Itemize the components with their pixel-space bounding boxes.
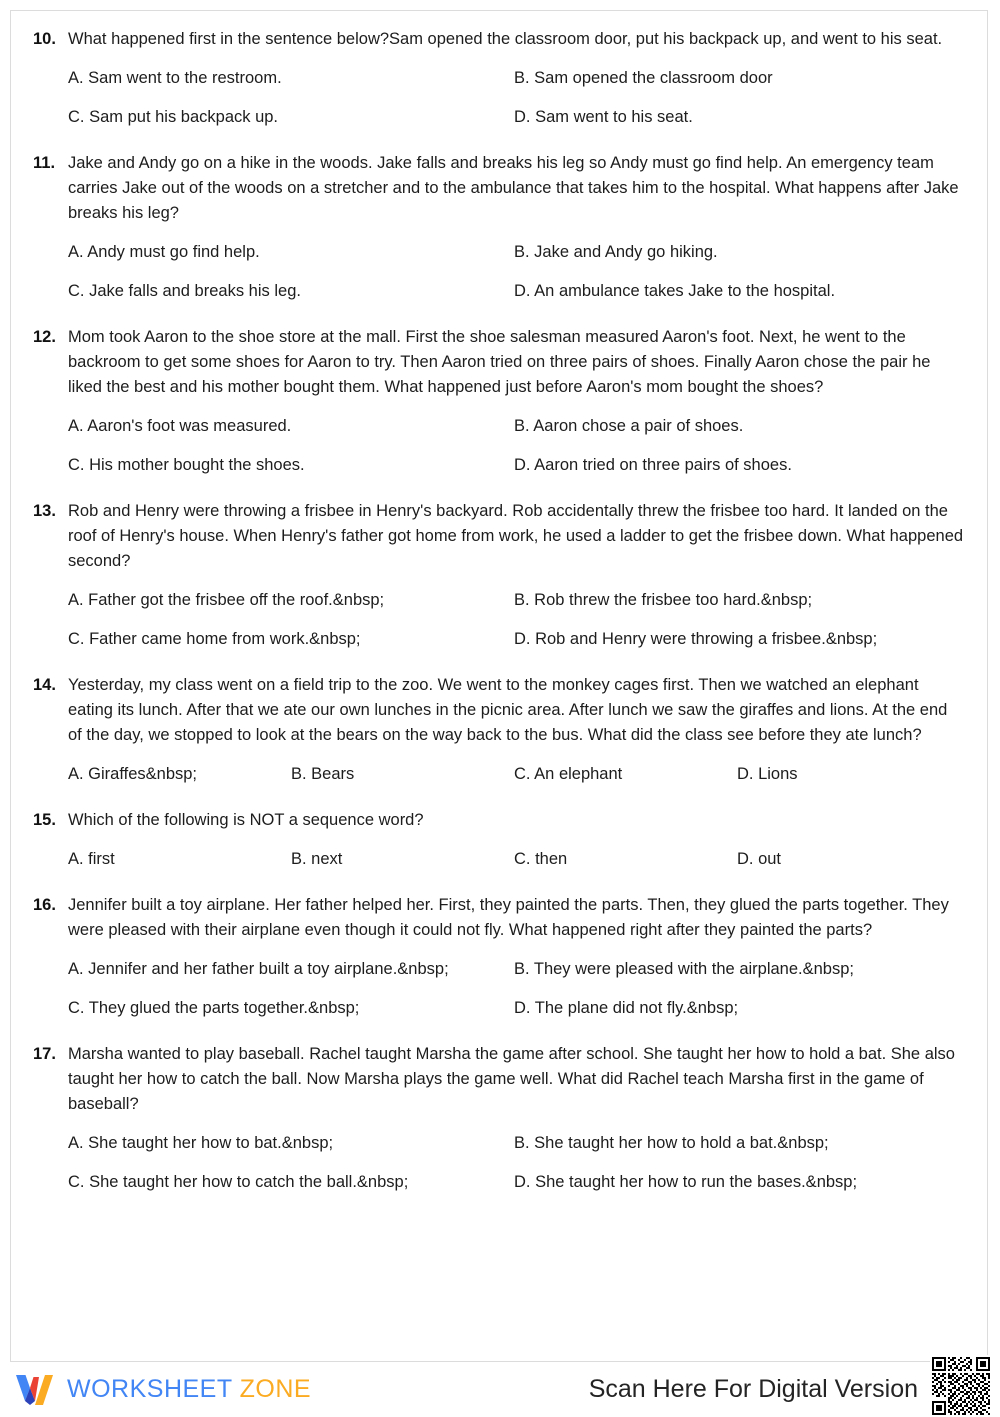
question-item (25, 325, 975, 483)
answer-options (68, 235, 975, 309)
answer-option[interactable]: D. Sam went to his seat. (514, 108, 693, 126)
worksheet-page-frame (10, 10, 988, 1362)
answer-options (68, 1126, 975, 1200)
worksheet-content (25, 27, 975, 1357)
answer-option[interactable]: D. Rob and Henry were throwing a frisbee.&nbsp; (514, 630, 878, 648)
answer-row (68, 1165, 975, 1200)
brand-secondary-text: ZONE (239, 1374, 312, 1403)
answer-options (68, 952, 975, 1026)
question-text: Jake and Andy go on a hike in the woods. Jake falls and breaks his leg so Andy must go find help. An emergency team carries Jake out of the woods on a stretcher and to the ambulance that takes him to the hospital. What happens after Jake breaks his leg? (68, 154, 959, 222)
question-text: Marsha wanted to play baseball. Rachel taught Marsha the game after school. She taught her how to hold a bat. She also taught her how to catch the ball. Now Marsha plays the game well. What did Rachel teach Marsha first in the game of baseball? (68, 1045, 955, 1113)
question-number: 11. (33, 154, 56, 172)
answer-option[interactable]: A. first (68, 850, 115, 868)
answer-row (68, 583, 975, 618)
answer-row (68, 991, 975, 1026)
answer-option[interactable]: C. His mother bought the shoes. (68, 456, 305, 474)
question-text: What happened first in the sentence below?Sam opened the classroom door, put his backpack up, and went to his seat. (68, 30, 943, 48)
answer-option[interactable]: D. out (737, 850, 782, 868)
answer-options (68, 583, 975, 657)
question-item (25, 27, 975, 135)
answer-option[interactable]: B. Jake and Andy go hiking. (514, 243, 718, 261)
answer-option[interactable]: B. Aaron chose a pair of shoes. (514, 417, 744, 435)
answer-row (68, 757, 975, 792)
scan-section (589, 1364, 992, 1414)
question-item (25, 499, 975, 657)
answer-row (68, 622, 975, 657)
worksheet-zone-logo-text (67, 1375, 311, 1404)
answer-option[interactable]: D. The plane did not fly.&nbsp; (514, 999, 739, 1017)
answer-option[interactable]: C. They glued the parts together.&nbsp; (68, 999, 360, 1017)
answer-option[interactable]: A. Jennifer and her father built a toy airplane.&nbsp; (68, 960, 449, 978)
answer-row (68, 61, 975, 96)
brand-primary-text: WORKSHEET (67, 1374, 233, 1403)
question-number: 17. (33, 1045, 56, 1063)
answer-option[interactable]: D. She taught her how to run the bases.&nbsp; (514, 1173, 858, 1191)
answer-option[interactable]: A. Giraffes&nbsp; (68, 765, 198, 783)
answer-option[interactable]: D. An ambulance takes Jake to the hospital. (514, 282, 836, 300)
answer-option[interactable]: C. Father came home from work.&nbsp; (68, 630, 361, 648)
answer-option[interactable]: C. Sam put his backpack up. (68, 108, 279, 126)
answer-option[interactable]: A. Father got the frisbee off the roof.&nbsp; (68, 591, 385, 609)
question-item (25, 808, 975, 877)
answer-option[interactable]: C. She taught her how to catch the ball.&nbsp; (68, 1173, 409, 1191)
question-text: Yesterday, my class went on a field trip to the zoo. We went to the monkey cages first. Then we watched an elephant eating its lunch. After that we ate our own lunches in the picnic area. After lunch we saw the giraffes and lions. At the end of the day, we stopped to look at the bears on the way back to the bus. What did the class see before they ate lunch? (68, 676, 948, 744)
answer-option[interactable]: B. She taught her how to hold a bat.&nbsp; (514, 1134, 829, 1152)
answer-option[interactable]: D. Lions (737, 765, 798, 783)
answer-option[interactable]: A. Sam went to the restroom. (68, 69, 282, 87)
question-number: 15. (33, 811, 56, 829)
question-number: 16. (33, 896, 56, 914)
answer-row (68, 448, 975, 483)
answer-row (68, 952, 975, 987)
answer-row (68, 274, 975, 309)
qr-code-icon[interactable] (930, 1355, 992, 1417)
answer-option[interactable]: B. Sam opened the classroom door (514, 69, 773, 87)
answer-row (68, 842, 975, 877)
answer-option[interactable]: B. Bears (291, 765, 355, 783)
question-item (25, 673, 975, 792)
question-number: 12. (33, 328, 56, 346)
answer-option[interactable]: B. They were pleased with the airplane.&nbsp; (514, 960, 854, 978)
answer-options (68, 409, 975, 483)
answer-option[interactable]: C. An elephant (514, 765, 623, 783)
question-text: Which of the following is NOT a sequence word? (68, 811, 424, 829)
answer-row (68, 235, 975, 270)
question-number: 10. (33, 30, 56, 48)
answer-row (68, 100, 975, 135)
question-text: Mom took Aaron to the shoe store at the mall. First the shoe salesman measured Aaron's foot. Next, he went to the backroom to get some shoes for Aaron to try. Then Aaron tried on three pairs of shoes. Finally Aaron chose the pair he liked the best and his mother bought them. What happened just before Aaron's mom bought the shoes? (68, 328, 931, 396)
answer-option[interactable]: A. Aaron's foot was measured. (68, 417, 292, 435)
worksheet-zone-logo-mark (12, 1371, 58, 1407)
scan-here-label: Scan Here For Digital Version (588, 1374, 918, 1403)
answer-option[interactable]: C. Jake falls and breaks his leg. (68, 282, 301, 300)
answer-options (68, 757, 975, 792)
answer-option[interactable]: C. then (514, 850, 568, 868)
question-item (25, 151, 975, 309)
answer-option[interactable]: D. Aaron tried on three pairs of shoes. (514, 456, 792, 474)
question-item (25, 893, 975, 1026)
question-number: 14. (33, 676, 56, 694)
question-text: Jennifer built a toy airplane. Her father helped her. First, they painted the parts. Then, they glued the parts together. They were pleased with their airplane even though it could not fly. What happened right after they painted the parts? (68, 896, 949, 939)
answer-options (68, 842, 975, 877)
answer-option[interactable]: A. She taught her how to bat.&nbsp; (68, 1134, 334, 1152)
question-number: 13. (33, 502, 56, 520)
page-footer (0, 1364, 1000, 1414)
answer-options (68, 61, 975, 135)
answer-option[interactable]: B. Rob threw the frisbee too hard.&nbsp; (514, 591, 813, 609)
worksheet-zone-logo[interactable] (12, 1366, 311, 1412)
question-item (25, 1042, 975, 1200)
answer-option[interactable]: B. next (291, 850, 343, 868)
answer-row (68, 409, 975, 444)
answer-row (68, 1126, 975, 1161)
question-text: Rob and Henry were throwing a frisbee in Henry's backyard. Rob accidentally threw the frisbee too hard. It landed on the roof of Henry's house. When Henry's father got home from work, he used a ladder to get the frisbee down. What happened second? (68, 502, 964, 570)
answer-option[interactable]: A. Andy must go find help. (68, 243, 260, 261)
